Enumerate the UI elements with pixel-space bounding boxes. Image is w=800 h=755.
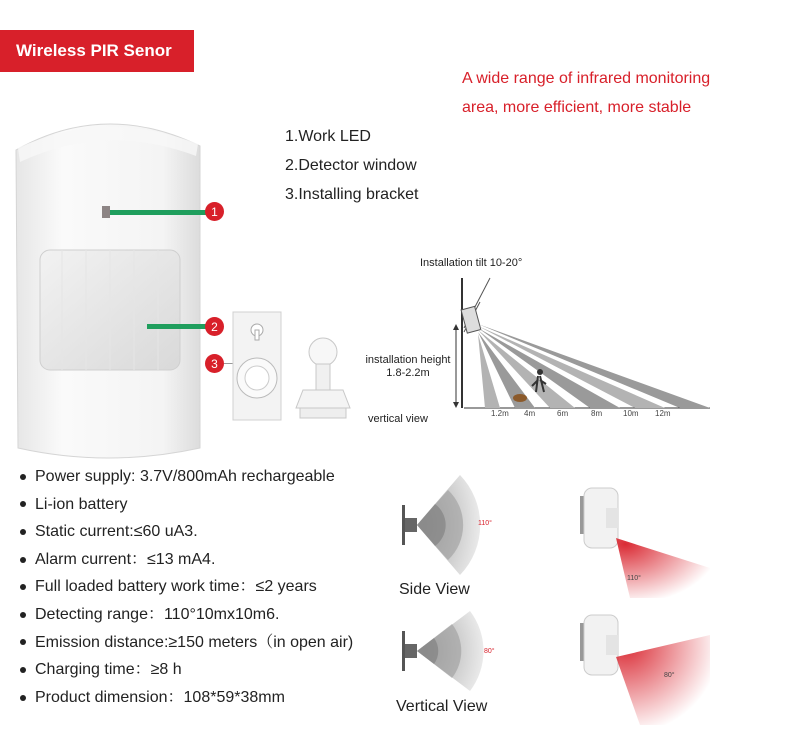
side-view-angle: 110° <box>478 520 492 527</box>
distance-tick-3: 6m <box>557 409 569 418</box>
spec-alarm-current: Alarm current：≤13 mA4. <box>20 546 353 574</box>
part-detector-window: 2.Detector window <box>285 157 417 174</box>
bullet-icon <box>20 474 26 480</box>
bullet-icon <box>20 612 26 618</box>
spec-detecting-range: Detecting range：110°10mx10m6. <box>20 601 353 629</box>
spec-battery: Li-ion battery <box>20 491 353 519</box>
spec-static-current: Static current:≤60 uA3. <box>20 518 353 546</box>
bullet-icon <box>20 667 26 673</box>
installing-bracket-image <box>228 308 363 426</box>
bullet-icon <box>20 529 26 535</box>
bullet-icon <box>20 501 26 507</box>
spec-charging-time: Charging time：≥8 h <box>20 656 353 684</box>
vertical-view-diagram <box>398 596 508 696</box>
vertical-view-label: vertical view <box>368 413 428 425</box>
parts-list <box>285 122 418 209</box>
installation-height-label: installation height 1.8-2.2m <box>365 354 451 379</box>
callout-2: 2 <box>205 317 224 336</box>
title-badge <box>0 30 194 72</box>
slogan <box>462 64 710 122</box>
installation-coverage-diagram <box>440 268 715 418</box>
distance-tick-5: 10m <box>623 409 639 418</box>
bullet-icon <box>20 695 26 701</box>
distance-tick-4: 8m <box>591 409 603 418</box>
distance-tick-1: 1.2m <box>491 409 509 418</box>
bullet-icon <box>20 557 26 563</box>
callout-3: 3 <box>205 354 224 373</box>
sensor-device-image <box>10 118 215 463</box>
bullet-icon <box>20 639 26 645</box>
installation-tilt-label: Installation tilt 10-20° <box>420 257 523 269</box>
spec-product-dimension: Product dimension：108*59*38mm <box>20 684 353 712</box>
slogan-line-1: A wide range of infrared monitoring <box>462 70 711 87</box>
callout-1: 1 <box>205 202 224 221</box>
part-work-led: 1.Work LED <box>285 128 371 145</box>
part-installing-bracket: 3.Installing bracket <box>285 186 419 203</box>
callout-line-1 <box>110 210 206 215</box>
distance-tick-6: 12m <box>655 409 671 418</box>
sensor-vertical-coverage-photo <box>560 605 710 725</box>
bullet-icon <box>20 584 26 590</box>
spec-power-supply: Power supply: 3.7V/800mAh rechargeable <box>20 463 353 491</box>
vertical-view-angle: 80° <box>484 648 495 655</box>
spec-list <box>20 463 353 711</box>
spec-battery-work-time: Full loaded battery work time：≤2 years <box>20 573 353 601</box>
photo-side-angle: 110° <box>627 575 641 582</box>
title-text: Wireless PIR Senor <box>16 41 172 60</box>
photo-vertical-angle: 80° <box>664 672 675 679</box>
callout-line-2 <box>147 324 207 329</box>
vertical-view-label-text: Vertical View <box>396 698 488 715</box>
spec-emission-distance: Emission distance:≥150 meters（in open air) <box>20 629 353 657</box>
distance-tick-2: 4m <box>524 409 536 418</box>
side-view-label: Side View <box>399 581 470 598</box>
slogan-line-2: area, more efficient, more stable <box>462 99 692 116</box>
